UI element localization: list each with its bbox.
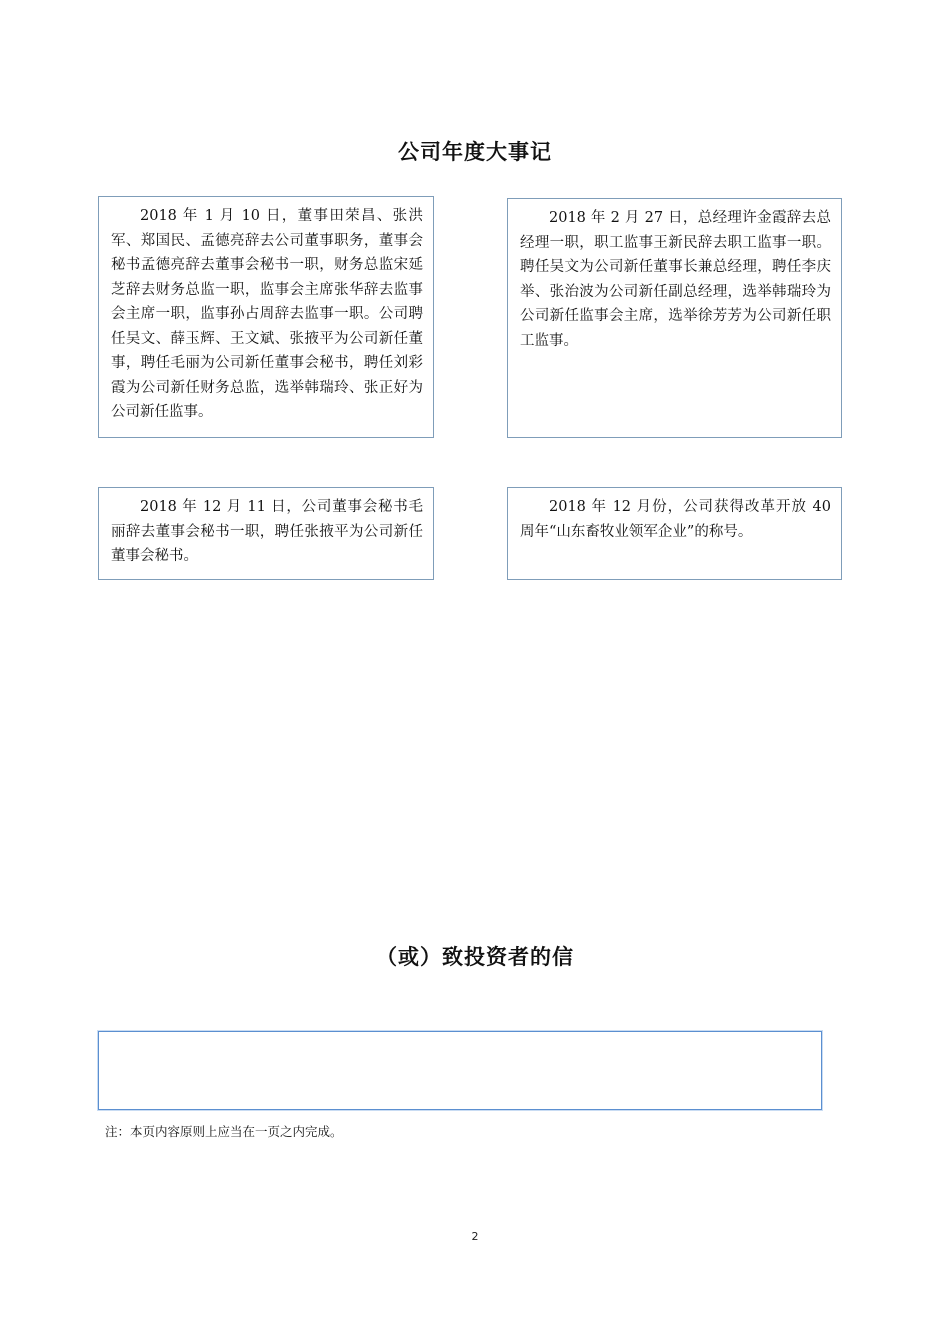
events-section-title: 公司年度大事记 bbox=[398, 140, 552, 164]
event-box-3: 2018 年 12 月 11 日，公司董事会秘书毛丽辞去董事会秘书一职，聘任张掖平为公司新任董事会秘书。 bbox=[98, 487, 434, 580]
letter-section-title: （或）致投资者的信 bbox=[376, 945, 574, 969]
event-box-1: 2018 年 1 月 10 日，董事田荣昌、张洪军、郑国民、孟德亮辞去公司董事职务，董事会秘书孟德亮辞去董事会秘书一职，财务总监宋延芝辞去财务总监一职，监事会主席张华辞去监事会主席一职，监事孙占周辞去监事一职。公司聘任吴文、薛玉辉、王文斌、张掖平为公司新任董事，聘任毛丽为公司新任董事会秘书，聘任刘彩霞为公司新任财务总监，选举韩瑞玲、张正好为公司新任监事。 bbox=[98, 196, 434, 438]
investor-letter-box bbox=[98, 1031, 822, 1110]
event-box-2: 2018 年 2 月 27 日，总经理许金霞辞去总经理一职，职工监事王新民辞去职工监事一职。聘任吴文为公司新任董事长兼总经理，聘任李庆举、张治波为公司新任副总经理，选举韩瑞玲为公司新任监事会主席，选举徐芳芳为公司新任职工监事。 bbox=[507, 198, 842, 438]
page-number: 2 bbox=[471, 1230, 479, 1243]
event-box-4: 2018 年 12 月份，公司获得改革开放 40 周年“山东畜牧业领军企业”的称号。 bbox=[507, 487, 842, 580]
page-note: 注：本页内容原则上应当在一页之内完成。 bbox=[105, 1124, 343, 1139]
